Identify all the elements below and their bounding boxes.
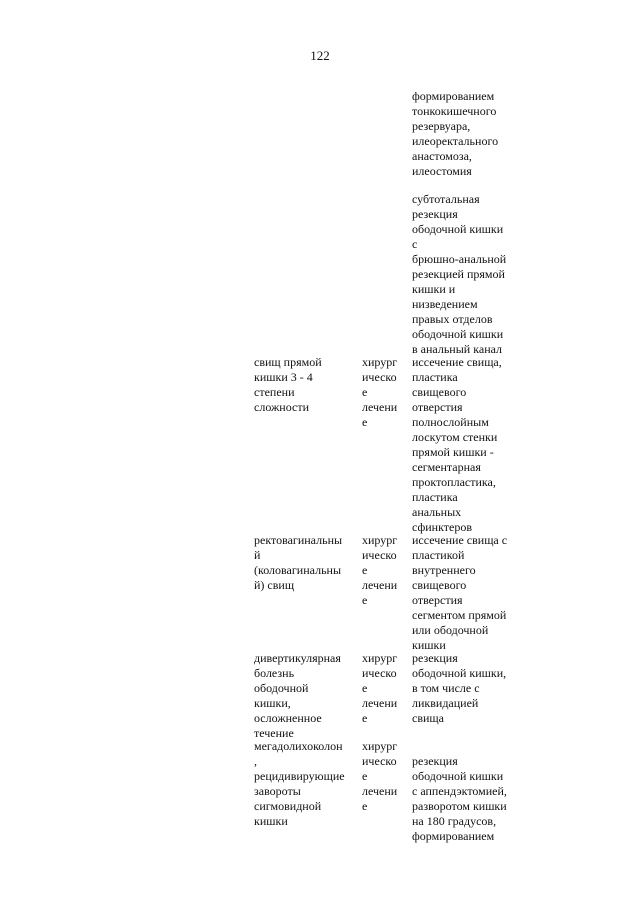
text-line: лечени — [362, 696, 398, 710]
text-line: илеоректального — [412, 134, 499, 148]
text-line: анастомоза, — [412, 149, 472, 163]
text-line: е — [362, 711, 368, 725]
text-line: кишки — [254, 814, 288, 828]
text-line: правых отделов — [412, 312, 493, 326]
text-line: прямой кишки - — [412, 445, 494, 459]
text-line: свищевого — [412, 385, 467, 399]
text-line: ликвидацией — [412, 696, 479, 710]
text-line: отверстия — [412, 400, 463, 414]
text-line: внутреннего — [412, 563, 476, 577]
text-line: тонкокишечного — [412, 104, 497, 118]
text-line: пластика — [412, 370, 458, 384]
text-line: лечени — [362, 784, 398, 798]
row-1-diagnosis — [254, 355, 354, 415]
text-line: с аппендэктомией, — [412, 784, 507, 798]
continued-procedure-2 — [412, 192, 524, 357]
row-4-diagnosis — [254, 739, 354, 829]
text-line: пластикой — [412, 548, 465, 562]
text-line: в том числе с — [412, 681, 480, 695]
text-line: рецидивирующие — [254, 769, 345, 783]
text-line: проктопластика, — [412, 475, 496, 489]
text-line: сегментарная — [412, 460, 481, 474]
text-line: низведением — [412, 297, 478, 311]
text-line: сигмовидной — [254, 799, 322, 813]
text-line: свищевого — [412, 578, 467, 592]
text-line: осложненное — [254, 711, 322, 725]
text-line: или ободочной — [412, 623, 489, 637]
text-line: на 180 градусов, — [412, 814, 497, 828]
row-1-procedure — [412, 355, 524, 535]
text-line: е — [362, 593, 368, 607]
text-line: ободочной кишки, — [412, 666, 507, 680]
text-line: кишки 3 - 4 — [254, 370, 313, 384]
text-line: формированием — [412, 829, 495, 843]
text-line: хирург — [362, 355, 398, 369]
text-line: е — [362, 563, 368, 577]
text-line: й) свищ — [254, 578, 295, 592]
text-line: ическо — [362, 754, 397, 768]
row-1-treatment — [362, 355, 404, 430]
text-line: пластика — [412, 490, 458, 504]
text-line: резервуара, — [412, 119, 471, 133]
text-line: ическо — [362, 666, 397, 680]
text-line: е — [362, 681, 368, 695]
text-line: разворотом кишки — [412, 799, 507, 813]
text-line: полнослойным — [412, 415, 489, 429]
text-line: ободочной кишки — [412, 222, 504, 236]
text-line: илеостомия — [412, 164, 472, 178]
text-line: лечени — [362, 578, 398, 592]
text-line: ректовагинальны — [254, 533, 343, 547]
text-line: иссечение свища, — [412, 355, 502, 369]
text-line: отверстия — [412, 593, 463, 607]
text-line: ическо — [362, 548, 397, 562]
text-line: с — [412, 237, 418, 251]
text-line: хирург — [362, 739, 398, 753]
row-2-treatment — [362, 533, 404, 608]
text-line: субтотальная — [412, 192, 480, 206]
text-line: анальных — [412, 505, 462, 519]
row-2-procedure — [412, 533, 524, 653]
text-line: ободочной кишки — [412, 769, 504, 783]
text-line: свища — [412, 711, 444, 725]
text-line: е — [362, 385, 368, 399]
text-line: лоскутом стенки — [412, 430, 498, 444]
text-line: (коловагинальны — [254, 563, 342, 577]
text-line: ободочной кишки — [412, 327, 504, 341]
text-line: сегментом прямой — [412, 608, 507, 622]
text-line: сфинктеров — [412, 520, 472, 534]
text-line: е — [362, 415, 368, 429]
text-line: формированием — [412, 89, 495, 103]
text-line: резекция — [412, 207, 458, 221]
text-line: иссечение свища с — [412, 533, 508, 547]
page-number: 122 — [310, 48, 330, 63]
text-line: хирург — [362, 651, 398, 665]
text-line: мегадолихоколон — [254, 739, 343, 753]
row-4-treatment — [362, 739, 404, 814]
row-4-procedure — [412, 739, 524, 844]
text-line: течение — [254, 726, 294, 740]
text-line: лечени — [362, 400, 398, 414]
text-line: кишки и — [412, 282, 456, 296]
text-line: резекция — [412, 754, 458, 768]
row-3-treatment — [362, 651, 404, 726]
text-line: е — [362, 769, 368, 783]
text-line: болезнь — [254, 666, 295, 680]
text-line: кишки, — [254, 696, 291, 710]
text-line: сложности — [254, 400, 310, 414]
text-line: брюшно-анальной — [412, 252, 507, 266]
text-line: ободочной — [254, 681, 309, 695]
text-line: в анальный канал — [412, 342, 503, 356]
continued-procedure-1 — [412, 89, 524, 179]
text-line: й — [254, 548, 261, 562]
text-line: резекция — [412, 651, 458, 665]
row-3-diagnosis — [254, 651, 354, 741]
text-line: степени — [254, 385, 295, 399]
row-2-diagnosis — [254, 533, 354, 593]
text-line: свищ прямой — [254, 355, 322, 369]
text-line: завороты — [254, 784, 301, 798]
text-line: , — [254, 754, 257, 768]
text-line: е — [362, 799, 368, 813]
text-line: кишки — [412, 638, 446, 652]
text-line — [412, 739, 524, 754]
row-3-procedure — [412, 651, 524, 726]
text-line: резекцией прямой — [412, 267, 505, 281]
text-line: дивертикулярная — [254, 651, 341, 665]
text-line: хирург — [362, 533, 398, 547]
text-line: ическо — [362, 370, 397, 384]
